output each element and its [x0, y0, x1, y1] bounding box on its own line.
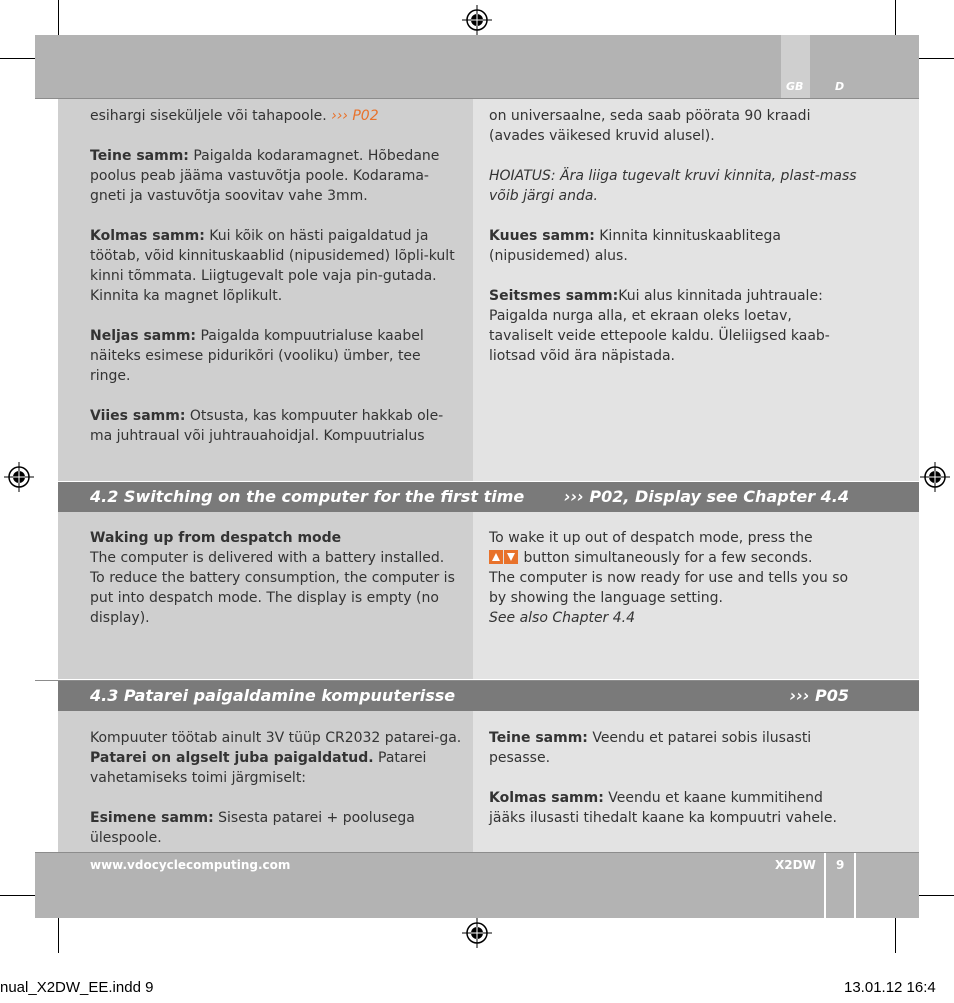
crop-mark — [895, 0, 896, 35]
paragraph: on universaalne, seda saab pöörata 90 kraadi (avades väikesed kruvid alusel). — [489, 108, 811, 144]
paragraph: The computer is delivered with a battery installed. To reduce the battery consumption, the computer is put into despatch mode. The display is empty (no display). — [90, 550, 455, 626]
paragraph: Seitsmes samm:Kui alus kinnitada juhtrauale: Paigalda nurga alla, et ekraan oleks loetav, tavaliselt veide ettepoole kaldu. Üleliigsed kaab-liotsad võid ära näpistada. — [489, 288, 830, 364]
paragraph: Kolmas samm: Kui kõik on hästi paigaldatud ja töötab, võid kinnituskaablid (nipusidemed) lõpli-kult kinni tõmmata. Liigtugevalt pole vaja pin-gutada. Kinnita ka magnet lõplikult. — [90, 228, 455, 304]
crop-mark — [919, 58, 954, 59]
down-button-icon — [504, 550, 518, 564]
s43-right-text — [489, 728, 859, 848]
footer-website-link[interactable]: www.vdocyclecomputing.com — [90, 858, 291, 872]
lang-tab-d: D — [835, 80, 845, 93]
section-reference: ››› P02, Display see Chapter 4.4 — [563, 487, 849, 506]
up-button-icon — [489, 550, 503, 564]
registration-mark-icon — [462, 5, 492, 35]
paragraph: To wake it up out of despatch mode, press the — [489, 530, 813, 546]
paragraph: The computer is now ready for use and tells you so by showing the language setting. — [489, 570, 849, 606]
crop-mark — [0, 895, 35, 896]
crop-mark — [0, 58, 35, 59]
footer-separator — [824, 853, 826, 918]
registration-mark-icon — [920, 462, 950, 492]
page-number: 9 — [836, 858, 845, 872]
footer-divider — [35, 852, 919, 853]
paragraph: esihargi siseküljele või tahapoole. ››› P02 — [90, 108, 379, 124]
page-reference-link[interactable]: ››› P02 — [331, 108, 379, 124]
paragraph: Viies samm: Otsusta, kas kompuuter hakkab ole-ma juhtraual või juhtrauahoidjal. Kompuutrialus — [90, 408, 444, 444]
paragraph: Teine samm: Veendu et patarei sobis ilusasti pesasse. — [489, 730, 812, 766]
crop-mark — [895, 918, 896, 953]
section-title: 4.2 Switching on the computer for the first time — [90, 487, 525, 506]
paragraph: Teine samm: Paigalda kodaramagnet. Hõbedane poolus peab jääma vastuvõtja poole. Kodarama-gneti ja vastuvõtja soovitav vahe 3mm. — [90, 148, 440, 204]
paragraph: Esimene samm: Sisesta patarei + poolusega ülespoole. — [90, 810, 415, 846]
paragraph: Neljas samm: Paigalda kompuutrialuse kaabel näiteks esimese pidurikõri (vooliku) ümber, tee ringe. — [90, 328, 424, 384]
print-slug-date: 13.01.12 16:4 — [844, 979, 936, 996]
footer-model-name: X2DW — [775, 858, 816, 872]
top-left-text — [90, 106, 462, 466]
section-reference: ››› P05 — [789, 686, 849, 705]
paragraph: button simultaneously for a few seconds. — [489, 548, 859, 568]
section-title: 4.3 Patarei paigaldamine kompuuterisse — [90, 686, 456, 705]
subheading: Waking up from despatch mode — [90, 530, 342, 546]
section-heading-4-3 — [58, 681, 919, 711]
see-also-reference: See also Chapter 4.4 — [489, 610, 636, 626]
paragraph: Kolmas samm: Veendu et kaane kummitihend jääks ilusasti tihedalt kaane ka kompuutri vahele. — [489, 790, 837, 826]
footer-separator — [854, 853, 856, 918]
registration-mark-icon — [462, 918, 492, 948]
paragraph: Kompuuter töötab ainult 3V tüüp CR2032 patarei-ga. Patarei on algselt juba paigaldatud. Patarei vahetamiseks toimi järgmiselt: — [90, 730, 462, 786]
crop-mark — [58, 0, 59, 35]
top-right-text — [489, 106, 859, 386]
crop-mark — [919, 895, 954, 896]
crop-mark — [58, 918, 59, 953]
warning-paragraph: HOIATUS: Ära liiga tugevalt kruvi kinnita, plast-mass võib järgi anda. — [489, 168, 857, 204]
lang-tab-gb: GB — [786, 80, 804, 93]
section-heading-4-2 — [58, 482, 919, 512]
paragraph: Kuues samm: Kinnita kinnituskaablitega (nipusidemed) alus. — [489, 228, 782, 264]
registration-mark-icon — [4, 462, 34, 492]
s43-left-text — [90, 728, 462, 868]
s42-right-text — [489, 528, 859, 628]
print-slug-filename: nual_X2DW_EE.indd 9 — [0, 979, 154, 996]
s42-left-text — [90, 528, 462, 628]
